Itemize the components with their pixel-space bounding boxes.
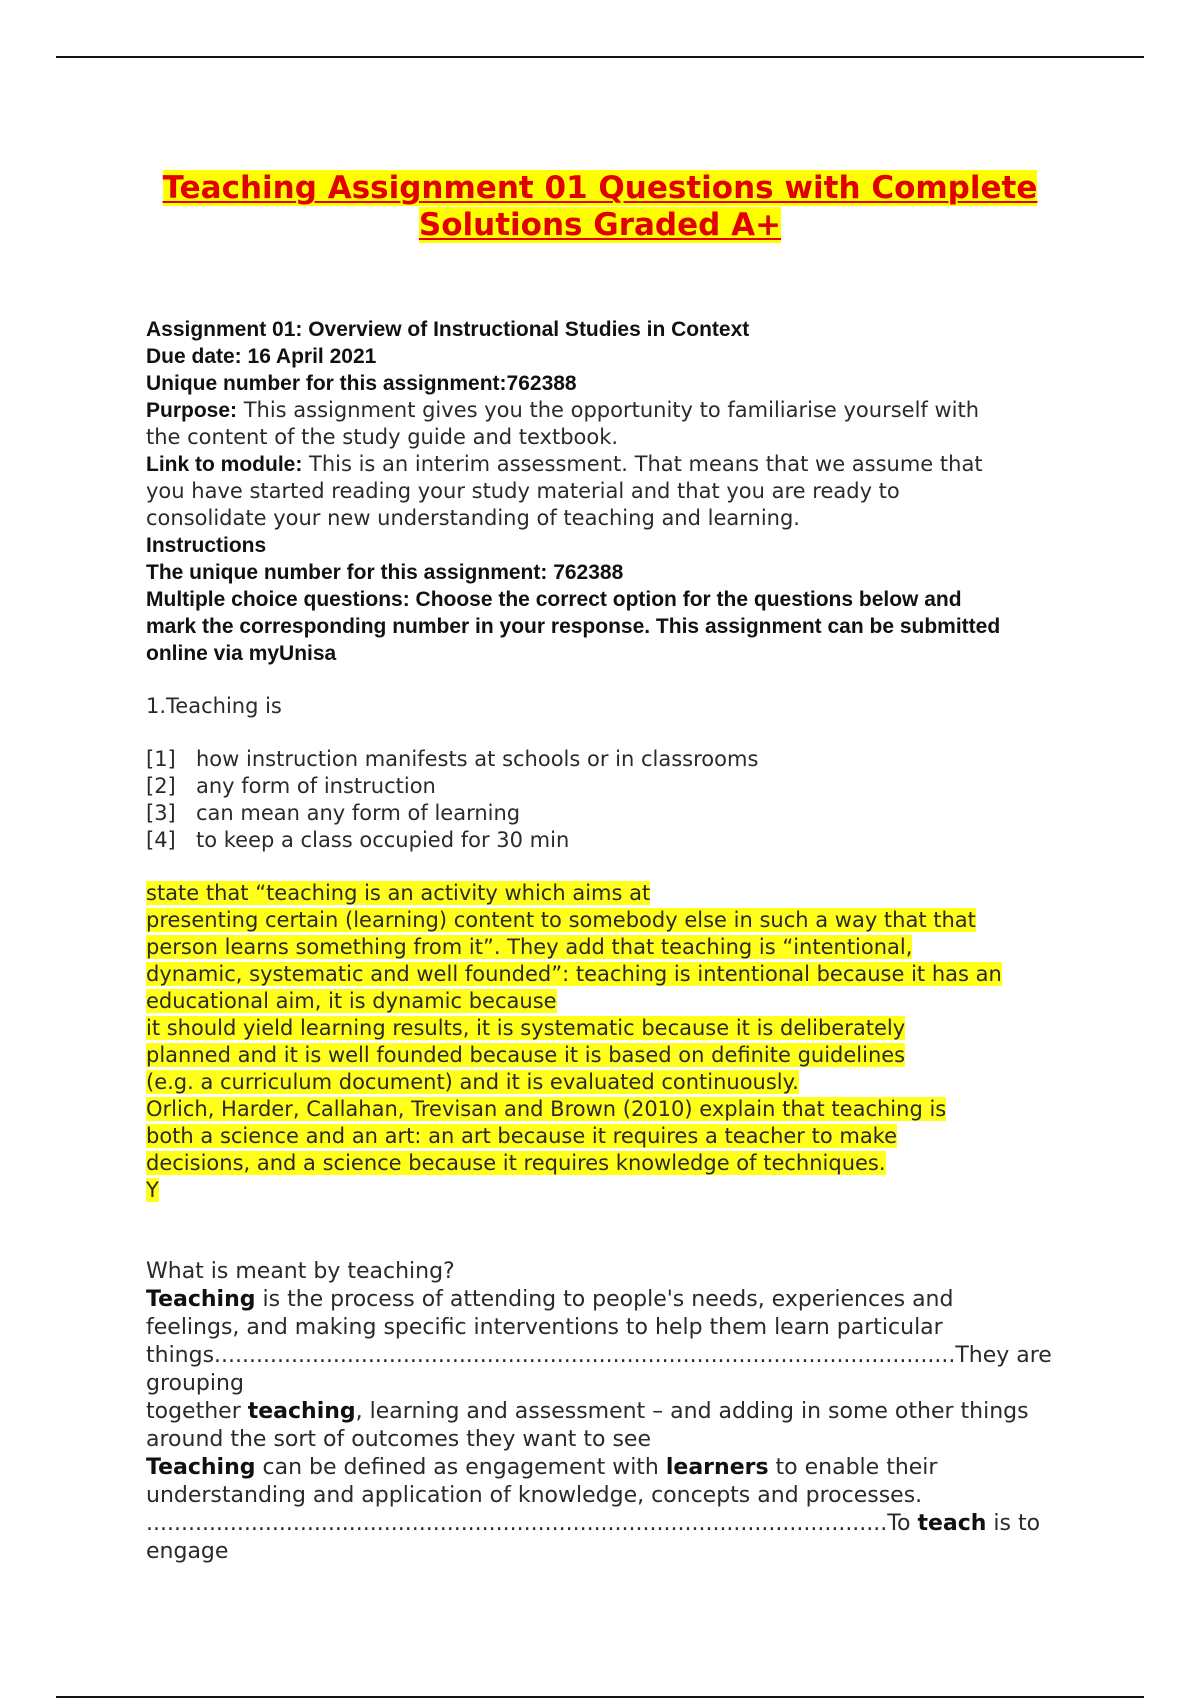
link-text-3: consolidate your new understanding of teaching and learning. xyxy=(146,506,800,530)
option-text: to keep a class occupied for 30 min xyxy=(196,828,570,852)
option-1 xyxy=(146,746,1106,773)
option-number: [3] xyxy=(146,801,176,825)
explanation-bold-teaching: Teaching xyxy=(146,1287,256,1312)
assignment-heading: Assignment 01: Overview of Instructional Studies in Context xyxy=(146,318,750,341)
highlight-line: dynamic, systematic and well founded”: teaching is intentional because it has an xyxy=(146,962,1002,986)
option-4 xyxy=(146,827,1106,854)
mcq-line-2: mark the corresponding number in your response. This assignment can be submitted xyxy=(146,615,1001,638)
title-line-2: Solutions Graded A+ xyxy=(418,207,782,243)
page-title xyxy=(100,170,1100,244)
highlighted-answer xyxy=(146,880,1106,1204)
link-label: Link to module: xyxy=(146,453,303,476)
highlight-line: Orlich, Harder, Callahan, Trevisan and Brown (2010) explain that teaching is xyxy=(146,1097,947,1121)
option-text: how instruction manifests at schools or in classrooms xyxy=(196,747,759,771)
document-body xyxy=(146,316,1106,1566)
purpose-paragraph xyxy=(146,397,1106,451)
top-rule xyxy=(56,56,1144,58)
option-2 xyxy=(146,773,1106,800)
link-text-2: you have started reading your study material and that you are ready to xyxy=(146,479,900,503)
highlight-line: Y xyxy=(146,1178,159,1202)
highlight-line: state that “teaching is an activity which aims at xyxy=(146,881,651,905)
purpose-label: Purpose: xyxy=(146,399,238,422)
option-number: [4] xyxy=(146,828,176,852)
question-1 xyxy=(146,693,1106,720)
highlight-line: planned and it is well founded because it is based on definite guidelines xyxy=(146,1043,906,1067)
mcq-line-1: Multiple choice questions: Choose the correct option for the questions below and xyxy=(146,588,962,611)
mcq-line-3: online via myUnisa xyxy=(146,642,337,665)
highlight-line: (e.g. a curriculum document) and it is evaluated continuously. xyxy=(146,1070,799,1094)
link-paragraph xyxy=(146,451,1106,532)
bottom-rule xyxy=(56,1696,1144,1698)
question-number: 1. xyxy=(146,694,167,718)
answer-options xyxy=(146,746,1106,854)
option-text: can mean any form of learning xyxy=(196,801,521,825)
highlight-line: presenting certain (learning) content to somebody else in such a way that that xyxy=(146,908,976,932)
highlight-line: decisions, and a science because it requires knowledge of techniques. xyxy=(146,1151,886,1175)
option-3 xyxy=(146,800,1106,827)
highlight-line: person learns something from it”. They add that teaching is “intentional, xyxy=(146,935,913,959)
mcq-instructions xyxy=(146,586,1106,667)
highlight-line: educational aim, it is dynamic because xyxy=(146,989,557,1013)
highlight-line: both a science and an art: an art because it requires a teacher to make xyxy=(146,1124,898,1148)
explanation-section: What is meant by teaching? Teaching is the process of attending to people's needs, experiences and feelings, and making specific interventions to help them learn particular things..........................................................................................................They are grouping together teaching, learning and assessment – and adding in some other things around the sort of outcomes they want to see Teaching can be defined as engagement with learners to enable their understanding and application of knowledge, concepts and processes. ..........................................................................................................To teach is to engage xyxy=(146,1259,1052,1564)
highlight-line: it should yield learning results, it is systematic because it is deliberately xyxy=(146,1016,906,1040)
explanation-question: What is meant by teaching? xyxy=(146,1259,455,1284)
link-text-1: This is an interim assessment. That means that we assume that xyxy=(302,452,983,476)
due-date: Due date: 16 April 2021 xyxy=(146,345,377,368)
instructions-heading: Instructions xyxy=(146,534,267,557)
option-text: any form of instruction xyxy=(196,774,436,798)
option-number: [1] xyxy=(146,747,176,771)
purpose-text-2: the content of the study guide and textbook. xyxy=(146,425,619,449)
title-line-1: Teaching Assignment 01 Questions with Complete xyxy=(162,170,1038,206)
question-text: Teaching is xyxy=(166,694,282,718)
purpose-text-1: This assignment gives you the opportunity to familiarise yourself with xyxy=(237,398,980,422)
unique-number: Unique number for this assignment:762388 xyxy=(146,372,577,395)
unique-number-2: The unique number for this assignment: 762388 xyxy=(146,561,624,584)
option-number: [2] xyxy=(146,774,176,798)
